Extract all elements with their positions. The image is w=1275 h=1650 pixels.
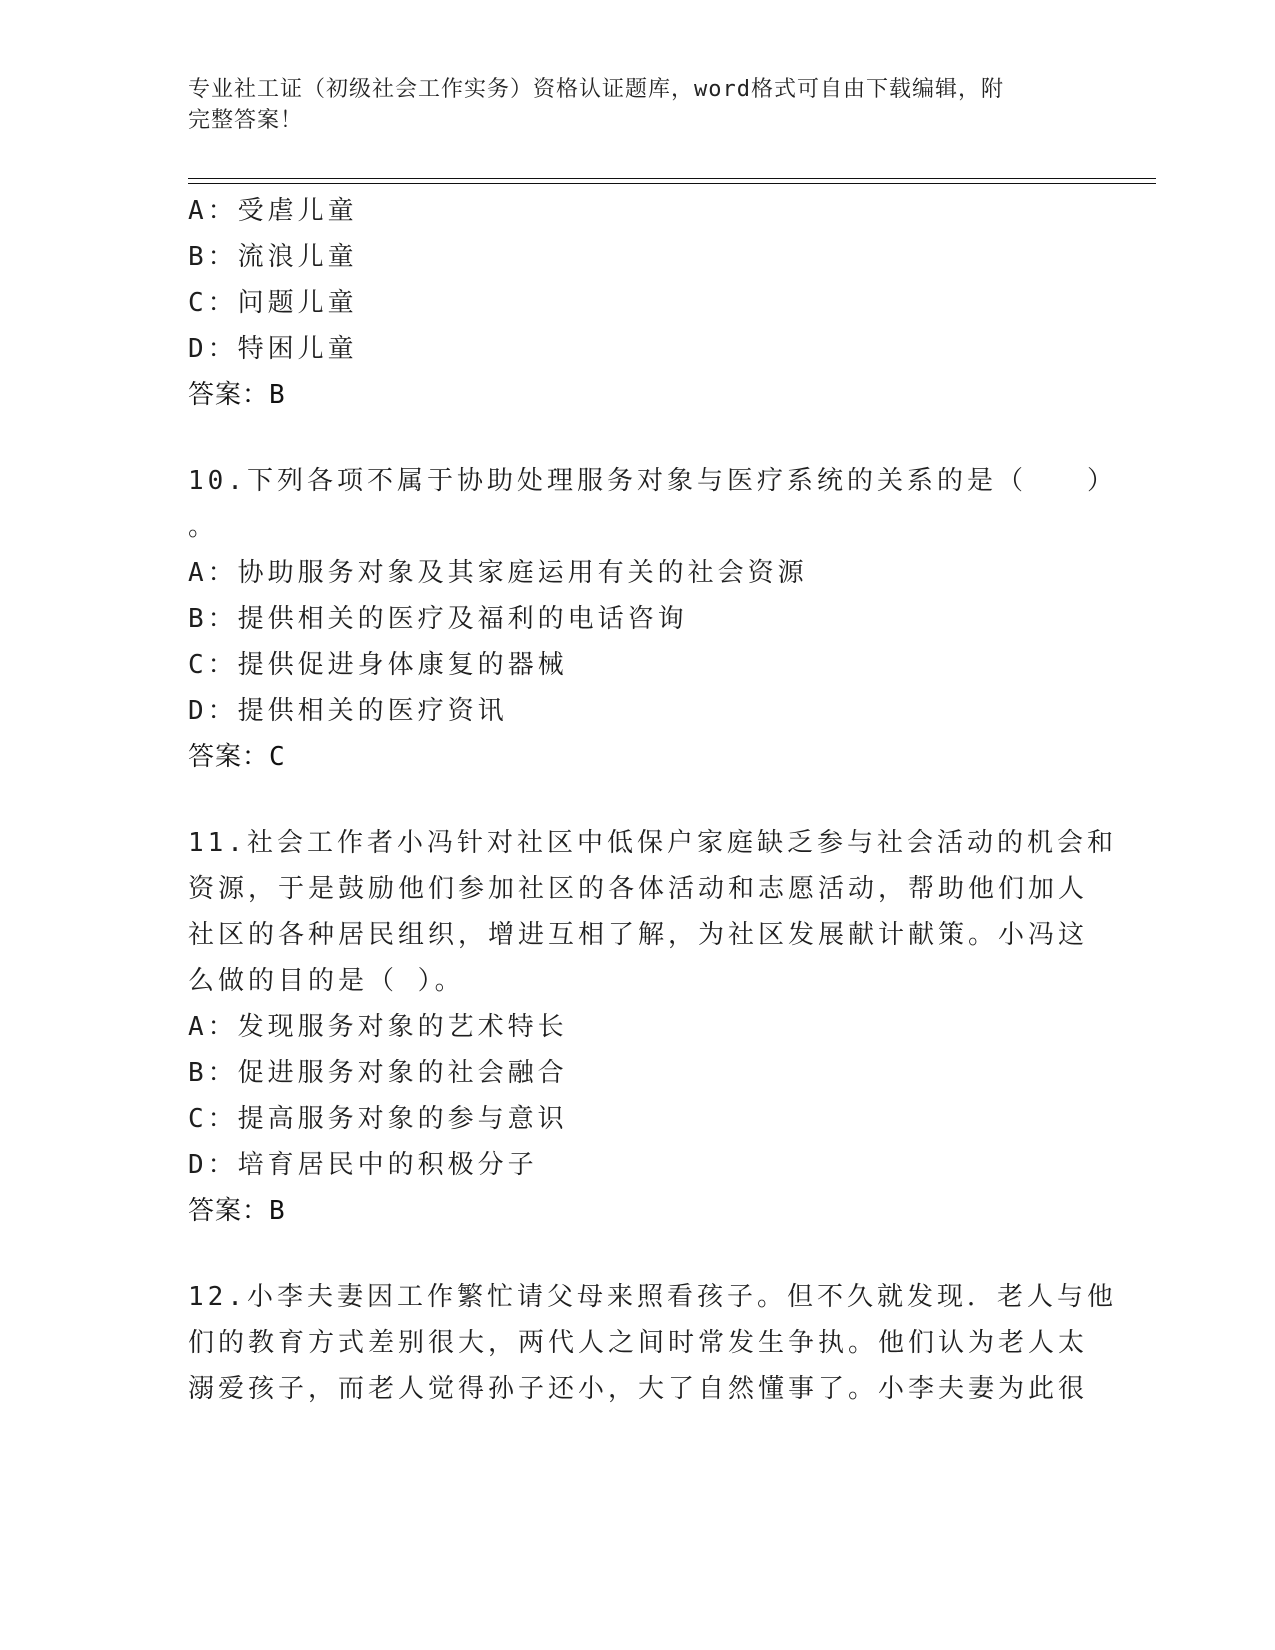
option-d: D：提供相关的医疗资讯: [188, 696, 508, 726]
question-stem-line: 资源，于是鼓励他们参加社区的各体活动和志愿活动，帮助他们加人: [188, 874, 1089, 904]
option-c: C：问题儿童: [188, 288, 358, 318]
option-a: A：协助服务对象及其家庭运用有关的社会资源: [188, 558, 808, 588]
option-c: C：提供促进身体康复的器械: [188, 650, 568, 680]
option-d: D：培育居民中的积极分子: [188, 1150, 538, 1180]
option-c: C：提高服务对象的参与意识: [188, 1104, 568, 1134]
document-header: [188, 74, 1078, 136]
question-block-10: [188, 458, 1117, 780]
question-list: [188, 188, 1117, 1412]
header-divider-bottom: [188, 183, 1156, 184]
question-stem-line: 们的教育方式差别很大，两代人之间时常发生争执。他们认为老人太: [188, 1328, 1089, 1358]
question-stem-line: 10.下列各项不属于协助处理服务对象与医疗系统的关系的是（ ）: [188, 466, 1117, 496]
question-stem-line: 么做的目的是（ ）。: [188, 966, 465, 996]
question-block-11: [188, 820, 1117, 1234]
answer-line: 答案：B: [188, 1196, 286, 1226]
option-a: A：受虐儿童: [188, 196, 358, 226]
option-b: B：流浪儿童: [188, 242, 358, 272]
question-stem-line: 社区的各种居民组织，增进互相了解，为社区发展献计献策。小冯这: [188, 920, 1089, 950]
option-b: B：促进服务对象的社会融合: [188, 1058, 568, 1088]
option-b: B：提供相关的医疗及福利的电话咨询: [188, 604, 688, 634]
header-line-1: 专业社工证（初级社会工作实务）资格认证题库，word格式可自由下载编辑，附: [188, 77, 1004, 102]
header-line-2: 完整答案！: [188, 108, 304, 133]
question-block-12: [188, 1274, 1117, 1412]
answer-line: 答案：B: [188, 380, 286, 410]
question-stem-line: 11.社会工作者小冯针对社区中低保户家庭缺乏参与社会活动的机会和: [188, 828, 1117, 858]
question-stem-line: 溺爱孩子，而老人觉得孙子还小，大了自然懂事了。小李夫妻为此很: [188, 1374, 1089, 1404]
question-stem-line: 。: [188, 512, 219, 542]
option-d: D：特困儿童: [188, 334, 358, 364]
spacer: [188, 418, 1088, 458]
question-block-prev: [188, 188, 1088, 418]
header-divider-top: [188, 178, 1156, 179]
spacer: [188, 780, 1088, 820]
spacer: [188, 1234, 1088, 1274]
answer-line: 答案：C: [188, 742, 286, 772]
question-stem-line: 12.小李夫妻因工作繁忙请父母来照看孩子。但不久就发现．老人与他: [188, 1282, 1117, 1312]
option-a: A：发现服务对象的艺术特长: [188, 1012, 568, 1042]
